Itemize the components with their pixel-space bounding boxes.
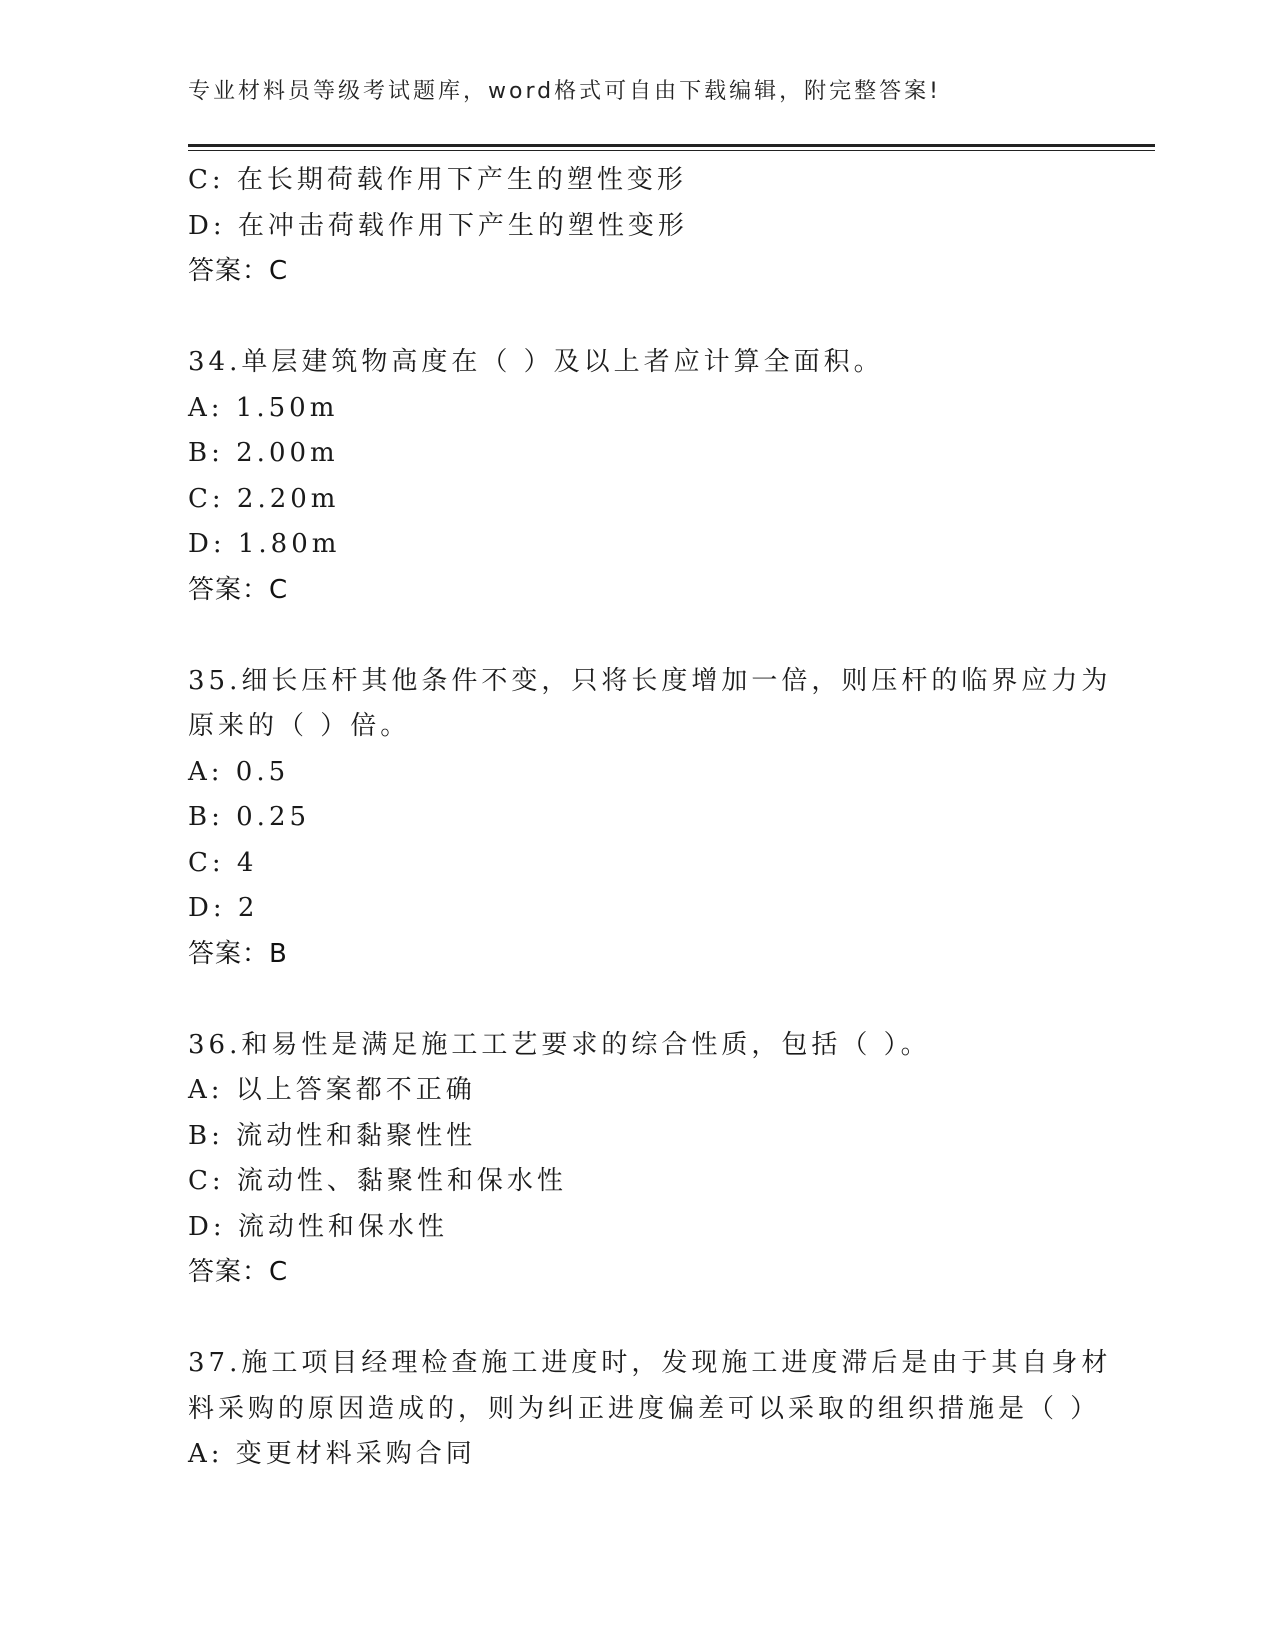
option-line: C: 2.20m bbox=[188, 483, 340, 514]
option-line: A: 0.5 bbox=[188, 756, 290, 787]
option-line: A: 变更材料采购合同 bbox=[188, 1439, 476, 1469]
option-line: D: 1.80m bbox=[188, 529, 341, 559]
question-text: 35.细长压杆其他条件不变，只将长度增加一倍，则压杆的临界应力为 bbox=[188, 665, 1112, 696]
answer-line: 答案：C bbox=[188, 256, 289, 286]
spacer bbox=[188, 1296, 1088, 1342]
option-line: C: 在长期荷载作用下产生的塑性变形 bbox=[188, 165, 687, 195]
header-rule-thick bbox=[188, 144, 1155, 147]
question-36 bbox=[188, 1023, 1088, 1296]
option-line: A: 以上答案都不正确 bbox=[188, 1075, 476, 1105]
option-line: C: 流动性、黏聚性和保水性 bbox=[188, 1166, 567, 1196]
document-body bbox=[188, 158, 1112, 1478]
question-text: 料采购的原因造成的，则为纠正进度偏差可以采取的组织措施是（ ） bbox=[188, 1393, 1101, 1424]
option-line: B: 流动性和黏聚性性 bbox=[188, 1120, 477, 1151]
option-line: D: 2 bbox=[188, 893, 259, 923]
spacer bbox=[188, 977, 1088, 1023]
option-line: B: 0.25 bbox=[188, 802, 311, 832]
option-line: D: 在冲击荷载作用下产生的塑性变形 bbox=[188, 210, 688, 241]
spacer bbox=[188, 613, 1088, 659]
answer-line: 答案：B bbox=[188, 938, 288, 969]
option-line: B: 2.00m bbox=[188, 438, 339, 468]
question-text: 37.施工项目经理检查施工进度时，发现施工进度滞后是由于其自身材 bbox=[188, 1348, 1112, 1378]
question-35 bbox=[188, 659, 1112, 978]
spacer bbox=[188, 295, 1088, 341]
option-line: D: 流动性和保水性 bbox=[188, 1211, 448, 1242]
question-text: 原来的（ ）倍。 bbox=[188, 711, 411, 741]
question-34 bbox=[188, 340, 1088, 613]
question-text: 34.单层建筑物高度在（ ）及以上者应计算全面积。 bbox=[188, 347, 884, 377]
question-text: 36.和易性是满足施工工艺要求的综合性质，包括（ ）。 bbox=[188, 1029, 931, 1060]
header-rule-thin bbox=[188, 150, 1155, 151]
option-line: C: 4 bbox=[188, 847, 258, 878]
option-line: A: 1.50m bbox=[188, 392, 339, 423]
continued-question bbox=[188, 158, 1088, 295]
answer-line: 答案：C bbox=[188, 1257, 289, 1287]
answer-line: 答案：C bbox=[188, 574, 289, 605]
page-header: 专业材料员等级考试题库，word格式可自由下载编辑，附完整答案! bbox=[188, 79, 941, 104]
question-37 bbox=[188, 1341, 1112, 1478]
